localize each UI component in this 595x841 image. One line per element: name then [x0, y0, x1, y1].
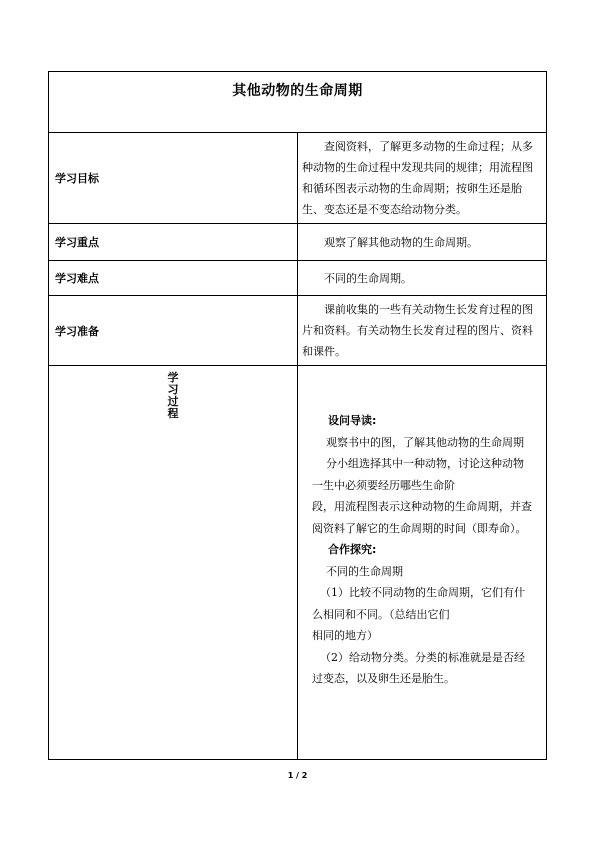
label-learning-focus: 学习重点: [49, 224, 298, 261]
lesson-sheet: [48, 71, 547, 685]
row-learning-preparation: [49, 296, 547, 366]
process-label-char: 学: [167, 371, 179, 384]
process-label-char: 过: [167, 395, 179, 408]
row-learning-goal: [49, 133, 547, 224]
cooperation-item-2: （2）给动物分类。分类的标准就是是否经过变态，以及卵生还是胎生。: [312, 650, 525, 685]
guide-paragraph-1: 观察书中的图，了解其他动物的生命周期: [326, 435, 524, 449]
cooperation-heading: 合作探究:: [328, 543, 377, 556]
content-learning-focus: 观察了解其他动物的生命周期。: [298, 224, 547, 261]
label-learning-preparation: 学习准备: [49, 296, 298, 366]
cooperation-item-1-cont: 相同的地方）: [312, 629, 378, 642]
title-cell: [49, 72, 547, 133]
row-learning-process: [49, 366, 547, 760]
lesson-table: [48, 71, 547, 760]
guide-heading: 设问导读:: [328, 414, 377, 427]
content-learning-process: [298, 366, 547, 760]
label-learning-process: [49, 366, 298, 760]
page-title: 其他动物的生命周期: [232, 83, 363, 99]
row-learning-difficulty: [49, 261, 547, 296]
cooperation-paragraph-1: 不同的生命周期: [326, 564, 403, 578]
label-learning-goal: 学习目标: [49, 133, 298, 224]
process-label-char: 程: [167, 407, 179, 420]
content-learning-goal: 查阅资料，了解更多动物的生命过程；从多种动物的生命过程中发现共同的规律；用流程图和循环图表示动物的生命周期；按卵生还是胎生、变态还是不变态给动物分类。: [298, 133, 547, 224]
content-learning-difficulty: 不同的生命周期。: [298, 261, 547, 296]
cooperation-item-1: （1）比较不同动物的生命周期，它们有什么相同和不同。（总结出它们: [312, 586, 525, 621]
process-label-char: 习: [167, 383, 179, 396]
guide-paragraph-2a: 分小组选择其中一种动物，讨论这种动物一生中必须要经历哪些生命阶: [312, 457, 524, 492]
label-learning-difficulty: 学习难点: [49, 261, 298, 296]
row-learning-focus: [49, 224, 547, 261]
content-learning-preparation: 课前收集的一些有关动物生长发育过程的图片和资料。有关动物生长发育过程的图片、资料和课件。: [298, 296, 547, 366]
page-number: 1 / 2: [287, 771, 308, 780]
guide-paragraph-2b: 段，用流程图表示这种动物的生命周期，并查阅资料了解它的生命周期的时间（即寿命）。: [312, 500, 532, 535]
